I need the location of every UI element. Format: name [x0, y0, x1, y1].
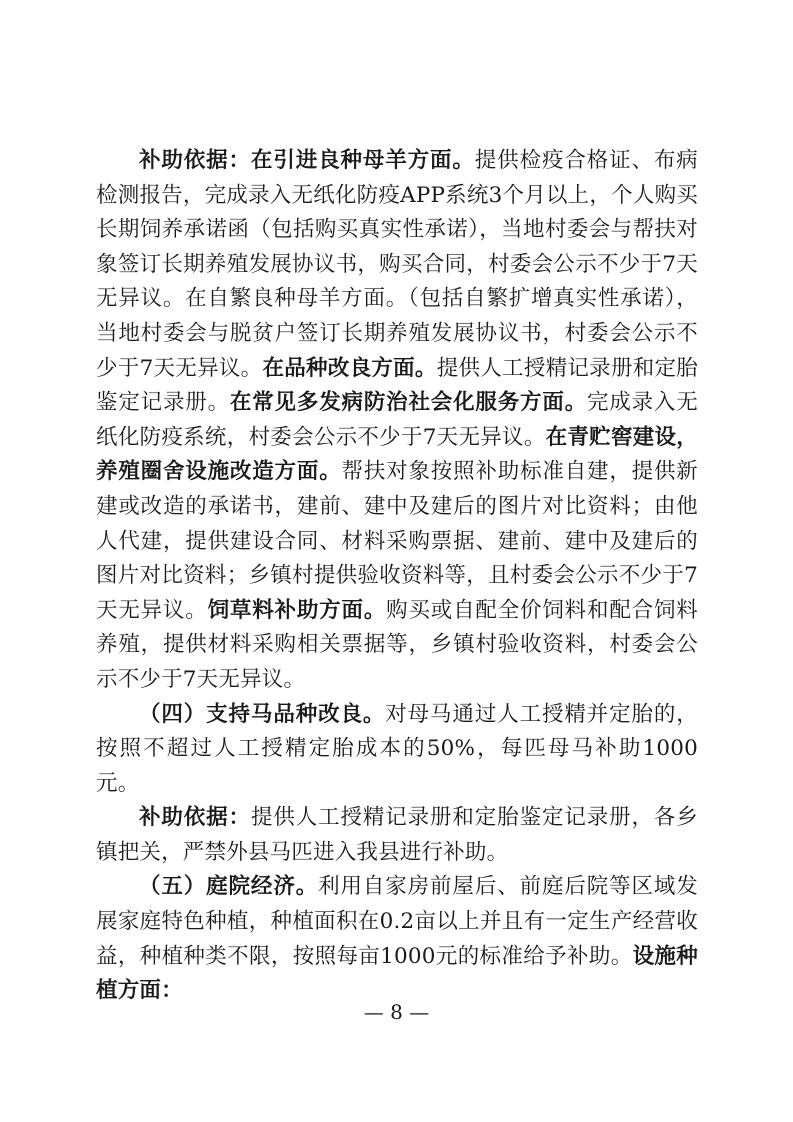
- text-run: 完成录入无纸化防疫系统，村委会公示不少于7天无异议。: [96, 390, 699, 450]
- heading-run: 设施种植方面：: [96, 943, 698, 1004]
- heading-run: （四）支持马品种改良。: [139, 701, 386, 727]
- text-run: 购买或自配全价饲料和配合饲料养殖，提供材料采购相关票据等，乡镇村验收资料，村委会公示不少于7天无异议。: [96, 597, 698, 692]
- page-number: — 8 —: [363, 1000, 430, 1024]
- text-run: 帮扶对象按照补助标准自建，提供新建或改造的承诺书，建前、建中及建后的图片对比资料；由他人代建，提供建设合同、材料采购票据、建前、建中及建后的图片对比资料；乡镇村提供验收资料等，且村委会公示不少于7天无异议。: [96, 459, 699, 623]
- heading-run: 饲草料补助方面。: [207, 597, 387, 623]
- heading-run: 在常见多发病防治社会化服务方面。: [229, 390, 588, 416]
- text-run: 利用自家房前屋后、前庭后院等区域发展家庭特色种植，种植面积在0.2亩以上并且有一定生产经营收益，种植种类不限，按照每亩1000元的标准给予补助。: [96, 874, 699, 969]
- heading-run: 在品种改良方面。: [262, 355, 437, 381]
- text-run: 提供人工授精记录册和定胎鉴定记录册，各乡镇把关，严禁外县马匹进入我县进行补助。: [96, 805, 698, 865]
- paragraph-courtyard-economy: [96, 870, 698, 1008]
- paragraph-subsidy-basis-sheep: [96, 144, 698, 698]
- heading-run: 在青贮窖建设，养殖圈舍设施改造方面。: [96, 424, 698, 485]
- paragraph-horse-breed-improvement: [96, 698, 698, 802]
- heading-run: 补助依据：在引进良种母羊方面。: [139, 148, 475, 173]
- text-run: 提供人工授精记录册和定胎鉴定记录册。: [96, 355, 699, 416]
- heading-run: （五）庭院经济。: [139, 874, 319, 900]
- heading-run: 补助依据：: [139, 805, 251, 831]
- paragraph-subsidy-basis-horse: [96, 801, 698, 870]
- document-body: [96, 144, 698, 1009]
- text-run: 对母马通过人工授精并定胎的，按照不超过人工授精定胎成本的50%，每匹母马补助1000元。: [96, 701, 698, 796]
- text-run: 提供检疫合格证、布病检测报告，完成录入无纸化防疫APP系统3个月以上，个人购买长期饲养承诺函（包括购买真实性承诺），当地村委会与帮扶对象签订长期养殖发展协议书，购买合同，村委会公示不少于7天无异议。在自繁良种母羊方面。（包括自繁扩增真实性承诺），当地村委会与脱贫户签订长期养殖发展协议书，村委会公示不少于7天无异议。: [96, 148, 698, 381]
